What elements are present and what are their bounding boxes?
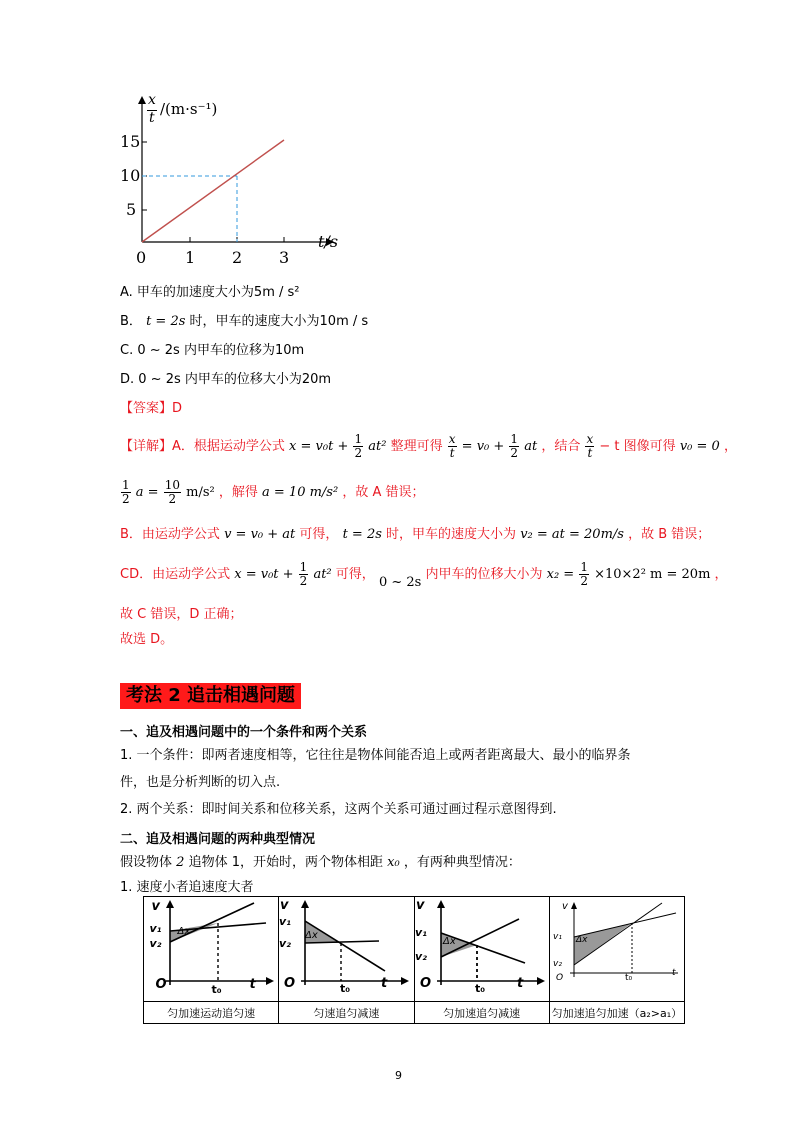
detail-line-2 bbox=[120, 478, 425, 508]
subheading-2: 二、追及相遇问题的两种典型情况 bbox=[120, 832, 316, 847]
p3-b: 2 bbox=[176, 855, 185, 870]
detail-1g: ，结合 bbox=[541, 439, 581, 454]
half-frac-3: $\frac{1}{2}$ bbox=[122, 478, 130, 506]
detail-4i: ， bbox=[714, 567, 728, 582]
paragraph-1: 1. 一个条件：即两者速度相等，它往往是物体间能否追上或两者距离最大、最小的临界条 bbox=[120, 748, 631, 763]
detail-1b: x = v₀t + bbox=[289, 439, 349, 454]
d2-t: t bbox=[381, 976, 388, 991]
ytick-5: 5 bbox=[126, 200, 137, 219]
d1-t: t bbox=[249, 976, 256, 992]
caption-2: 匀速追匀减速 bbox=[279, 1002, 414, 1024]
d4-o: O bbox=[556, 973, 564, 983]
detail-1c: at² bbox=[368, 439, 387, 454]
detail-2c: ，解得 bbox=[218, 485, 258, 500]
page-number: 9 bbox=[395, 1069, 402, 1082]
diagram-table bbox=[143, 896, 685, 1024]
p3-e: ，有两种典型情况： bbox=[403, 855, 521, 870]
d1-v1: v₁ bbox=[149, 921, 162, 935]
detail-4h: ×10×2² m = 20m bbox=[594, 567, 711, 582]
d4-t0: t₀ bbox=[625, 973, 633, 983]
option-b-math: t = 2s bbox=[146, 314, 186, 329]
caption-3: 匀加速追匀减速 bbox=[414, 1002, 549, 1024]
detail-line-1 bbox=[120, 432, 737, 462]
diagram-4-cell bbox=[549, 897, 684, 1002]
detail-4e: 0 ~ 2s bbox=[378, 575, 422, 590]
diagram-4 bbox=[550, 897, 684, 997]
d1-v2: v₂ bbox=[149, 936, 162, 950]
d2-dx: Δx bbox=[305, 930, 318, 941]
d3-t: t bbox=[517, 976, 524, 991]
graph-line bbox=[142, 140, 284, 242]
detail-line-3 bbox=[120, 526, 710, 544]
xtick-0: 0 bbox=[136, 248, 147, 267]
d1-dx: Δx bbox=[177, 925, 191, 937]
d1-o: O bbox=[155, 976, 167, 992]
ylabel-unit: /(m·s⁻¹) bbox=[160, 100, 218, 118]
d4-v1: v₁ bbox=[553, 932, 562, 942]
d3-v: v bbox=[416, 898, 425, 913]
p3-d: x₀ bbox=[387, 855, 400, 870]
detail-3b: v = v₀ + at bbox=[224, 527, 296, 542]
d3-o: O bbox=[420, 976, 432, 991]
detail-1j: ， bbox=[723, 439, 737, 454]
d3-v1: v₁ bbox=[415, 926, 427, 939]
d2-v1: v₁ bbox=[279, 915, 291, 928]
paragraph-1b: 件，也是分析判断的切入点. bbox=[120, 775, 281, 790]
answer: 【答案】D bbox=[120, 401, 183, 416]
xtick-2: 2 bbox=[232, 248, 243, 267]
x-over-t-frac-2: $\frac{x}{t}$ bbox=[586, 432, 594, 460]
ylabel-num: x bbox=[148, 92, 156, 108]
detail-4d: 可得， bbox=[335, 567, 375, 582]
option-d: D. 0 ~ 2s 内甲车的位移大小为20m bbox=[120, 372, 332, 387]
diagram-1-cell bbox=[144, 897, 279, 1002]
half-frac-5: $\frac{1}{2}$ bbox=[580, 560, 588, 588]
caption-1: 匀加速运动追匀速 bbox=[144, 1002, 279, 1024]
subheading-1: 一、追及相遇问题中的一个条件和两个关系 bbox=[120, 725, 368, 740]
xlabel: t/s bbox=[318, 232, 339, 251]
detail-2e: ，故 A 错误； bbox=[342, 485, 425, 500]
half-frac-2: $\frac{1}{2}$ bbox=[510, 432, 519, 460]
d3-t0: t₀ bbox=[475, 982, 486, 995]
detail-4c: at² bbox=[313, 567, 332, 582]
half-frac: $\frac{1}{2}$ bbox=[354, 432, 363, 460]
xtick-3: 3 bbox=[279, 248, 290, 267]
detail-4f: 内甲车的位移大小为 bbox=[425, 567, 543, 582]
option-b-text: 时，甲车的速度大小为10m / s bbox=[189, 314, 369, 329]
ten-over-two-frac: $\frac{10}{2}$ bbox=[164, 478, 180, 506]
paragraph-3 bbox=[120, 854, 521, 872]
d1-t0: t₀ bbox=[211, 982, 222, 996]
caption-4: 匀加速追匀加速（a₂>a₁） bbox=[549, 1002, 684, 1024]
detail-1e: = v₀ + bbox=[461, 439, 505, 454]
section-title: 考法 2 追击相遇问题 bbox=[120, 683, 301, 709]
x-over-t-graph bbox=[112, 92, 352, 272]
p3-c: 追物体 1，开始时，两个物体相距 bbox=[188, 855, 383, 870]
detail-3a: B．由运动学公式 bbox=[120, 527, 220, 542]
d2-o: O bbox=[284, 976, 296, 991]
ylabel-den: t bbox=[149, 110, 155, 126]
detail-3d: t = 2s bbox=[342, 527, 382, 542]
detail-1i: v₀ = 0 bbox=[679, 439, 720, 454]
detail-1h: − t 图像可得 bbox=[599, 439, 676, 454]
detail-2b: m/s² bbox=[186, 485, 215, 500]
detail-2d: a = 10 m/s² bbox=[262, 485, 339, 500]
detail-4g: x₂ = bbox=[546, 567, 575, 582]
d4-v: v bbox=[562, 901, 568, 912]
detail-1d: 整理可得 bbox=[390, 439, 443, 454]
ytick-10: 10 bbox=[120, 166, 141, 185]
detail-3c: 可得， bbox=[299, 527, 339, 542]
detail-3g: ，故 B 错误； bbox=[628, 527, 711, 542]
d4-t: t bbox=[672, 968, 676, 978]
d3-v2: v₂ bbox=[415, 950, 427, 963]
d4-v2: v₂ bbox=[553, 959, 562, 969]
d2-v: v bbox=[280, 898, 289, 913]
detail-line-4 bbox=[120, 560, 728, 590]
paragraph-2: 2. 两个关系：即时间关系和位移关系，这两个关系可通过画过程示意图得到. bbox=[120, 802, 557, 817]
d2-t0: t₀ bbox=[340, 982, 351, 995]
detail-line-6: 故选 D。 bbox=[120, 632, 174, 647]
detail-1a: 【详解】A．根据运动学公式 bbox=[120, 439, 285, 454]
ytick-15: 15 bbox=[120, 132, 141, 151]
detail-3f: v₂ = at = 20m/s bbox=[520, 527, 624, 542]
detail-4b: x = v₀t + bbox=[234, 567, 294, 582]
detail-4a: CD．由运动学公式 bbox=[120, 567, 231, 582]
d4-dx: Δx bbox=[576, 935, 588, 945]
d2-v2: v₂ bbox=[279, 937, 291, 950]
p3-a: 假设物体 bbox=[120, 855, 173, 870]
option-b bbox=[120, 313, 368, 331]
option-a: A. 甲车的加速度大小为5m / s² bbox=[120, 285, 300, 300]
d1-v: v bbox=[151, 898, 160, 914]
d3-dx: Δx bbox=[443, 936, 456, 947]
detail-3e: 时，甲车的速度大小为 bbox=[386, 527, 517, 542]
graph-svg bbox=[112, 92, 352, 272]
xtick-1: 1 bbox=[185, 248, 196, 267]
detail-line-5: 故 C 错误，D 正确； bbox=[120, 607, 243, 622]
paragraph-4: 1. 速度小者追速度大者 bbox=[120, 880, 254, 895]
detail-2a: a = bbox=[135, 485, 159, 500]
option-c: C. 0 ~ 2s 内甲车的位移为10m bbox=[120, 343, 305, 358]
option-b-prefix: B． bbox=[120, 314, 142, 329]
x-over-t-frac: $\frac{x}{t}$ bbox=[448, 432, 456, 460]
detail-1f: at bbox=[524, 439, 538, 454]
half-frac-4: $\frac{1}{2}$ bbox=[299, 560, 308, 588]
